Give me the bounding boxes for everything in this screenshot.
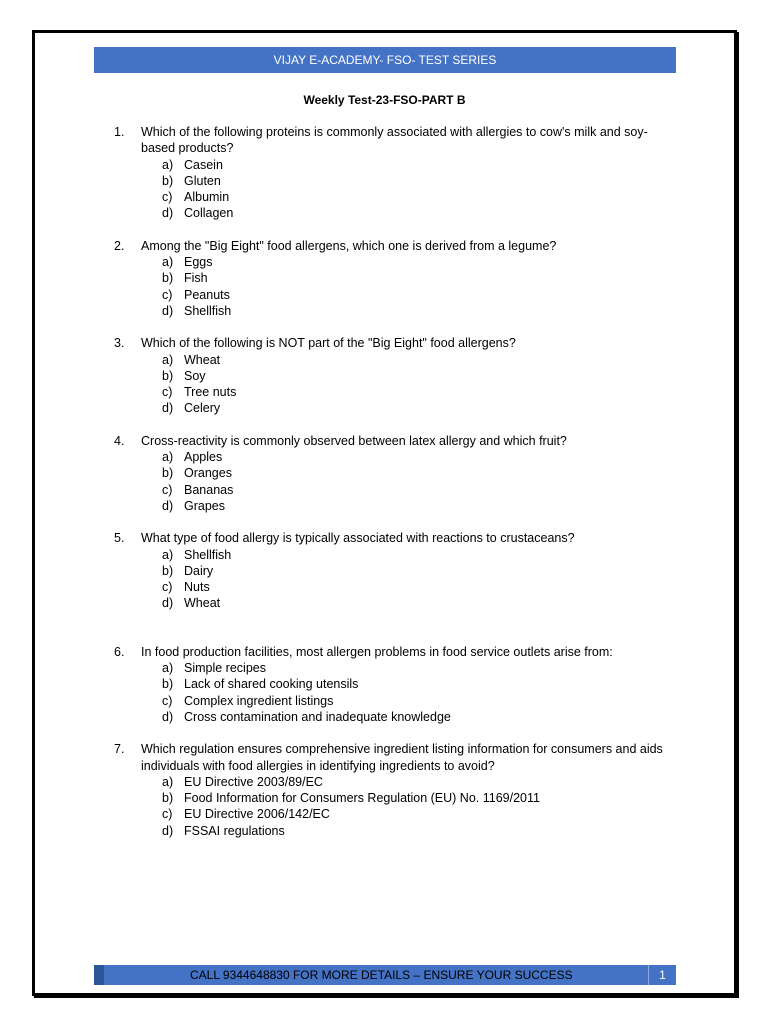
option-text: Casein <box>184 157 223 172</box>
question-number: 4. <box>114 433 125 448</box>
option-list <box>114 660 674 725</box>
option-text: FSSAI regulations <box>184 823 285 838</box>
question-4 <box>114 433 674 514</box>
question-5 <box>114 530 674 611</box>
option-a <box>114 352 674 368</box>
option-c <box>114 189 674 205</box>
question-6 <box>114 644 674 725</box>
question-3 <box>114 335 674 416</box>
option-letter: b) <box>162 173 174 188</box>
footer-text: CALL 9344648830 FOR MORE DETAILS – ENSURE YOUR SUCCESS <box>190 968 573 982</box>
option-b <box>114 563 674 579</box>
question-number: 1. <box>114 125 125 139</box>
option-text: Collagen <box>184 206 234 221</box>
option-a <box>114 547 674 563</box>
option-list <box>114 449 674 514</box>
header-banner <box>94 47 676 73</box>
option-text: Dairy <box>184 563 214 578</box>
option-b <box>114 270 674 286</box>
question-text: In food production facilities, most allergen problems in food service outlets arise from: <box>141 644 613 659</box>
option-letter: b) <box>162 791 174 806</box>
question-text: Which regulation ensures comprehensive ingredient listing information for consumers and aids individuals with food allergies in identifying ingredients to avoid? <box>141 742 663 773</box>
option-text: Fish <box>184 271 208 286</box>
question-number: 7. <box>114 742 125 757</box>
option-text: Celery <box>184 401 221 416</box>
option-letter: c) <box>162 190 173 205</box>
option-b <box>114 676 674 692</box>
document-page <box>32 30 737 996</box>
option-text: Cross contamination and inadequate knowledge <box>184 709 451 724</box>
page-number: 1 <box>648 965 676 985</box>
option-text: Wheat <box>184 352 221 367</box>
option-b <box>114 790 674 806</box>
option-text: Albumin <box>184 190 230 205</box>
question-text: Cross-reactivity is commonly observed between latex allergy and which fruit? <box>141 433 567 448</box>
question-list <box>114 124 674 855</box>
option-letter: c) <box>162 693 173 708</box>
option-letter: b) <box>162 466 174 481</box>
footer-banner <box>94 965 676 985</box>
option-letter: d) <box>162 206 174 221</box>
option-letter: c) <box>162 807 173 822</box>
option-a <box>114 157 674 173</box>
option-text: Wheat <box>184 596 221 611</box>
option-letter: c) <box>162 287 173 302</box>
option-text: Eggs <box>184 255 213 270</box>
option-a <box>114 660 674 676</box>
option-letter: b) <box>162 271 174 286</box>
option-letter: a) <box>162 547 174 562</box>
option-letter: a) <box>162 661 174 676</box>
option-d <box>114 498 674 514</box>
option-d <box>114 595 674 611</box>
option-letter: a) <box>162 157 174 172</box>
option-letter: c) <box>162 385 173 400</box>
question-2 <box>114 238 674 319</box>
question-text: Which of the following proteins is commonly associated with allergies to cow's milk and soy-based products? <box>141 125 648 156</box>
option-letter: d) <box>162 498 174 513</box>
option-d <box>114 400 674 416</box>
option-letter: c) <box>162 580 173 595</box>
option-text: EU Directive 2006/142/EC <box>184 807 330 822</box>
question-1 <box>114 124 674 222</box>
option-text: Bananas <box>184 482 234 497</box>
option-letter: a) <box>162 352 174 367</box>
option-text: Lack of shared cooking utensils <box>184 677 359 692</box>
question-text: What type of food allergy is typically associated with reactions to crustaceans? <box>141 531 575 546</box>
option-c <box>114 287 674 303</box>
option-text: Complex ingredient listings <box>184 693 334 708</box>
question-number: 6. <box>114 644 125 659</box>
option-a <box>114 254 674 270</box>
option-letter: d) <box>162 401 174 416</box>
option-list <box>114 547 674 612</box>
option-text: Apples <box>184 450 223 465</box>
option-list <box>114 157 674 222</box>
option-b <box>114 465 674 481</box>
option-a <box>114 774 674 790</box>
option-d <box>114 709 674 725</box>
option-letter: a) <box>162 450 174 465</box>
option-c <box>114 482 674 498</box>
option-letter: d) <box>162 596 174 611</box>
option-letter: a) <box>162 255 174 270</box>
option-letter: a) <box>162 774 174 789</box>
question-number: 5. <box>114 531 125 546</box>
option-letter: d) <box>162 303 174 318</box>
option-letter: b) <box>162 677 174 692</box>
option-b <box>114 173 674 189</box>
option-a <box>114 449 674 465</box>
option-text: Shellfish <box>184 303 232 318</box>
option-letter: b) <box>162 368 174 383</box>
option-letter: b) <box>162 563 174 578</box>
question-number: 3. <box>114 336 125 351</box>
option-c <box>114 384 674 400</box>
option-text: Grapes <box>184 498 225 513</box>
option-text: Peanuts <box>184 287 230 302</box>
option-d <box>114 303 674 319</box>
option-c <box>114 693 674 709</box>
option-letter: d) <box>162 709 174 724</box>
question-number: 2. <box>114 238 125 253</box>
option-text: Shellfish <box>184 547 232 562</box>
option-list <box>114 774 674 839</box>
option-c <box>114 806 674 822</box>
test-title: Weekly Test-23-FSO-PART B <box>303 93 466 107</box>
option-list <box>114 254 674 319</box>
option-c <box>114 579 674 595</box>
option-text: Oranges <box>184 466 232 481</box>
option-d <box>114 823 674 839</box>
question-text: Among the "Big Eight" food allergens, which one is derived from a legume? <box>141 238 557 253</box>
option-d <box>114 205 674 221</box>
option-text: Soy <box>184 368 206 383</box>
option-text: Nuts <box>184 580 210 595</box>
header-title: VIJAY E-ACADEMY- FSO- TEST SERIES <box>273 53 497 67</box>
option-letter: c) <box>162 482 173 497</box>
option-text: Simple recipes <box>184 661 266 676</box>
option-list <box>114 352 674 417</box>
option-text: Gluten <box>184 173 221 188</box>
question-7 <box>114 741 674 839</box>
question-text: Which of the following is NOT part of the "Big Eight" food allergens? <box>141 336 516 351</box>
option-text: Food Information for Consumers Regulation (EU) No. 1169/2011 <box>184 791 540 806</box>
option-b <box>114 368 674 384</box>
option-letter: d) <box>162 823 174 838</box>
option-text: EU Directive 2003/89/EC <box>184 774 323 789</box>
option-text: Tree nuts <box>184 385 237 400</box>
